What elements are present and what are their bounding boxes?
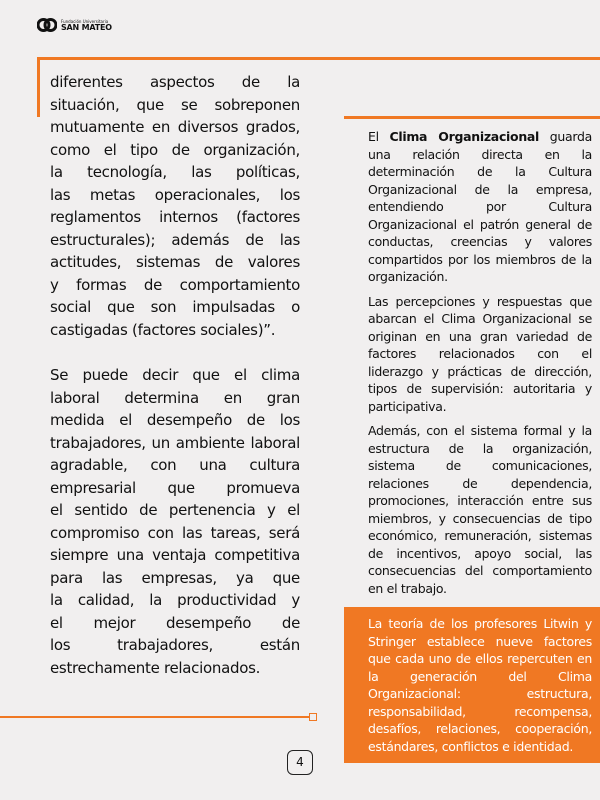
text-line: Se puede decir que el clima xyxy=(50,366,300,384)
text-line: los trabajadores, están xyxy=(50,636,300,654)
text-line: estructurales); además de las xyxy=(50,230,300,249)
text-line: agradable, con una cultura xyxy=(50,456,300,474)
logo-title: SAN MATEO xyxy=(61,22,112,32)
text-line: actitudes, sistemas de valores xyxy=(50,253,300,271)
text-line: relaciones de dependencia, promociones, xyxy=(368,475,592,508)
text-line: laboral determina en gran xyxy=(50,388,300,407)
text-line: y prácticas de dirección, tipos de supervisión: xyxy=(368,363,592,396)
text-line: de tipo económico, remuneración, sistemas de xyxy=(368,510,592,561)
bottom-rule xyxy=(0,716,310,718)
text-line: incentivos, apoyo social, las consecuencias del xyxy=(368,545,592,578)
text-line: La teoría de los profesores Litwin y Stringer xyxy=(368,616,592,649)
text-line: siempre una ventaja competitiva xyxy=(50,546,300,564)
text-line: ellos repercuten en la generación del Clima xyxy=(368,651,592,684)
text-line: social que son impulsadas o xyxy=(50,298,300,316)
text-line: establece nueve factores que cada uno de xyxy=(368,633,592,666)
right-column xyxy=(344,128,600,763)
text-line: para las empresas, ya que xyxy=(50,568,300,587)
text-line: Las percepciones y respuestas que abarcan el xyxy=(368,293,592,326)
text-line: Además, con el sistema formal y la estructura xyxy=(368,423,592,456)
paragraph xyxy=(344,128,600,286)
text-line: Organizacional: estructura, responsabilidad, xyxy=(368,686,592,719)
text-line: medida el desempeño de los xyxy=(50,411,300,429)
text-line: recompensa, desafíos, relaciones, cooperación, xyxy=(368,703,592,736)
page-number: 4 xyxy=(287,750,313,775)
logo-subtitle: Fundación Universitaria xyxy=(61,18,109,24)
text-line: estándares, conflictos e identidad. xyxy=(368,738,574,754)
logo-icon xyxy=(37,15,57,35)
university-logo xyxy=(37,15,112,35)
text-line: Clima Organizacional se originan en una gran xyxy=(368,311,592,344)
text-line: diferentes aspectos de la xyxy=(50,73,300,91)
text-line: mutuamente en diversos grados, xyxy=(50,118,300,136)
text-line: El Clima Organizacional guarda una relación xyxy=(368,129,592,162)
text-line: compromiso con las tareas, será xyxy=(50,523,300,542)
text-line: la tecnología, las políticas, xyxy=(50,163,300,181)
text-line: situación, que se sobreponen xyxy=(50,95,300,114)
text-line: empresarial que promueva xyxy=(50,478,300,497)
text-line: interacción entre sus miembros, y consecuencias xyxy=(368,493,592,526)
text-line: Cultura Organizacional el patrón general de xyxy=(368,199,592,232)
text-line: el sentido de pertenencia y el xyxy=(50,501,300,519)
text-line: comportamiento en el trabajo. xyxy=(368,563,592,596)
left-column xyxy=(50,71,300,679)
text-line: las metas operacionales, los xyxy=(50,185,300,204)
text-line: castigadas (factores sociales)”. xyxy=(50,320,276,339)
text-line: estrechamente relacionados. xyxy=(50,658,261,677)
highlight-box xyxy=(344,607,600,763)
text-line: trabajadores, un ambiente laboral xyxy=(50,433,300,452)
text-line: conductas, creencias y valores compartidos por xyxy=(368,234,592,267)
rule-end-square xyxy=(309,713,317,721)
text-line: los miembros de la organización. xyxy=(368,251,592,284)
text-line: variedad de factores relacionados con el liderazgo xyxy=(368,328,592,379)
right-rule xyxy=(344,116,600,119)
text-line: como el tipo de organización, xyxy=(50,140,300,159)
text-line: el mejor desempeño de xyxy=(50,613,300,632)
top-rule xyxy=(37,57,600,60)
paragraph xyxy=(344,422,600,597)
text-line: la calidad, la productividad y xyxy=(50,591,300,609)
text-line: y formas de comportamiento xyxy=(50,275,300,294)
text-line: directa en la determinación de la Cultura xyxy=(368,146,592,179)
text-line: autoritaria y participativa. xyxy=(368,381,592,414)
left-accent xyxy=(37,57,40,117)
text-line: de la organización, sistema de comunicaciones, xyxy=(368,440,592,473)
text-line: Organizacional de la empresa, entendiendo por xyxy=(368,181,592,214)
paragraph xyxy=(344,293,600,416)
text-line: reglamentos internos (factores xyxy=(50,208,300,226)
